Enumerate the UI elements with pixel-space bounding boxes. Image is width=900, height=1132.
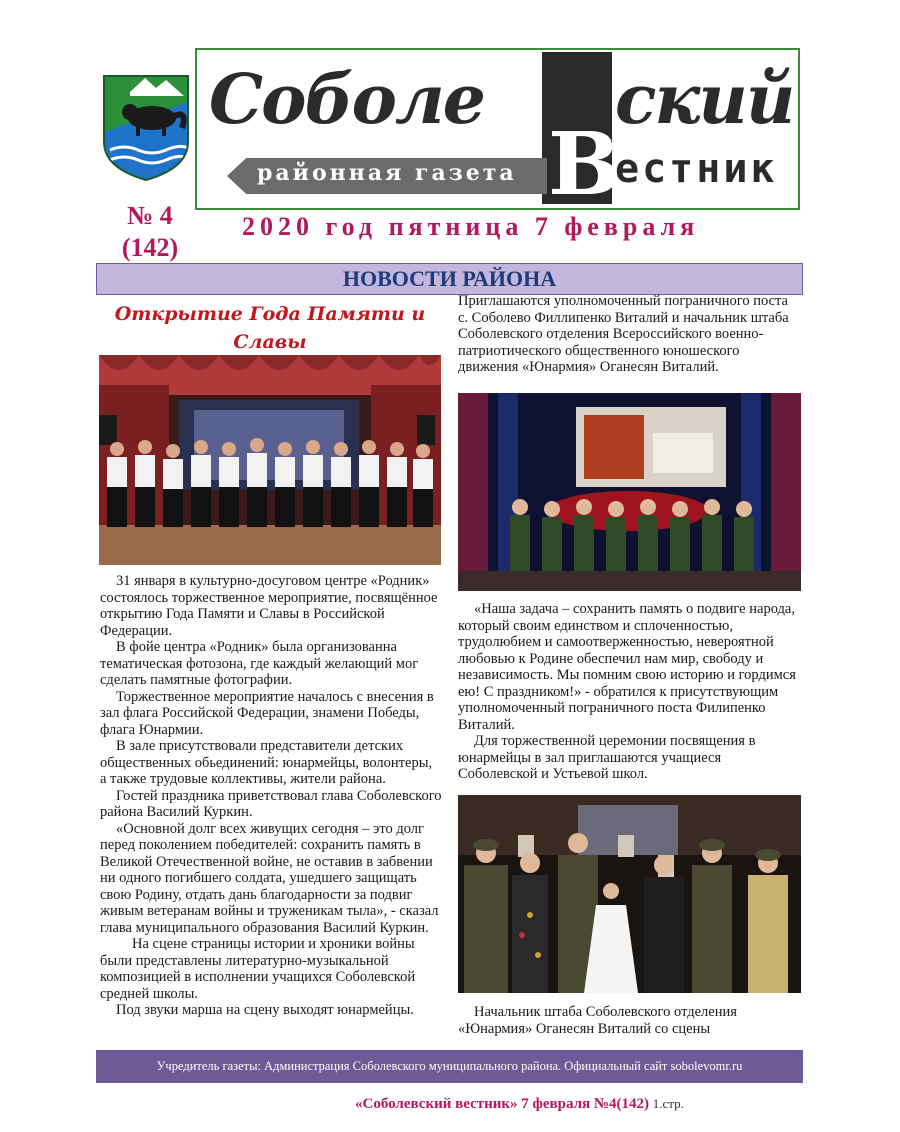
masthead-title-right: ский	[615, 60, 794, 140]
masthead-second-word: естник	[615, 146, 778, 192]
paragraph: «Наша задача – сохранить память о подвиге народа, который своим единством и сплоченностью, трудолюбием и самоотверженностью, невероятной любовью к Родине обеспечил нам мир, свободу и независимость. Мы помним свою историю и гордимся ею! С праздником!» - обратился к присутствующим уполномоченный пограничного поста Филипенко Виталий.	[458, 601, 796, 733]
headline-line-1: Открытие Года Памяти и Славы	[114, 303, 426, 353]
masthead-subtitle: районная газета	[257, 160, 517, 186]
photo-young-soldiers-stage	[458, 393, 801, 591]
page-reference-text: «Соболевский вестник» 7 февраля №4(142)	[355, 1096, 649, 1112]
article-right-column-top	[458, 293, 800, 376]
paragraph: В фойе центра «Родник» была организованна тематическая фотозона, где каждый желающий мог сделать памятные фотографии.	[100, 639, 419, 688]
page-reference	[355, 1096, 684, 1113]
dateline: 2020 год пятница 7 февраля	[242, 212, 700, 241]
paragraph: Гостей праздника приветствовал глава Соболевского района Василий Куркин.	[100, 787, 442, 820]
paragraph: В зале присутствовали представители детских общественных обьединений: юнармейцы, волонтеры, а также трудовые коллективы, жители района.	[100, 738, 433, 787]
article-right-column-middle	[458, 601, 800, 783]
footer-bar	[96, 1050, 803, 1083]
paragraph: На сцене страницы истории и хроники войны были представлены литературно-музыкальной композицией в исполнении учащихся Соболевской средней школы.	[100, 936, 416, 1002]
photo-costumed-performers	[458, 795, 801, 993]
masthead-big-letter: В	[548, 114, 621, 215]
paragraph: Для торжественной церемонии посвящения в юнармейцы в зал приглашаются учащиеся Соболевской и Устьевой школ.	[458, 733, 756, 782]
paragraph: Под звуки марша на сцену выходят юнармейцы.	[116, 1002, 414, 1018]
section-title: НОВОСТИ РАЙОНА	[342, 266, 557, 291]
masthead-title-left: Соболе	[209, 60, 484, 140]
article-left-column	[100, 573, 442, 1019]
masthead-big-letter-block	[542, 52, 621, 215]
issue-number	[112, 200, 188, 264]
footer-founder-text: Учредитель газеты: Администрация Соболевского муниципального района. Официальный сайт sobolevomr.ru	[156, 1059, 743, 1073]
issue-total-value: (142)	[121, 233, 179, 262]
issue-number-value: № 4	[127, 201, 173, 230]
caption-text: Начальник штаба Соболевского отделения «Юнармия» Оганесян Виталий со сцены	[458, 1004, 737, 1037]
paragraph: 31 января в культурно-досуговом центре «Родник» состоялось торжественное мероприятие, посвящённое открытию Года Памяти и Славы в Российской Федерации.	[100, 573, 438, 639]
photo-stage-ceremony	[99, 355, 441, 565]
paragraph: «Основной долг всех живущих сегодня – это долг перед поколением победителей: сохранить память в Великой Отечественной войне, не оставив в забвении ни одного погибшего солдата, ушедшего защищать свою Родину, отдать дань благодарности за подвиг живым ветеранам войны и труженикам тыла», - сказал глава муниципального образования Василий Куркин.	[100, 820, 439, 936]
section-bar	[96, 263, 803, 295]
coat-of-arms-logo	[100, 72, 192, 184]
paragraph: Торжественное мероприятие началось с внесения в зал флага Российской Федерации, знамени Победы, флага Юнармии.	[100, 688, 434, 738]
paragraph: Приглашаются уполномоченный пограничного поста с. Соболево Филлипенко Виталий и начальник штаба Соболевского отделения Всероссийского военно-патриотического общественного юношеского движения «Юнармия» Оганесян Виталий.	[458, 293, 789, 375]
masthead	[195, 48, 800, 215]
page-number: 1.стр.	[652, 1096, 684, 1111]
photo-caption	[458, 1004, 800, 1037]
